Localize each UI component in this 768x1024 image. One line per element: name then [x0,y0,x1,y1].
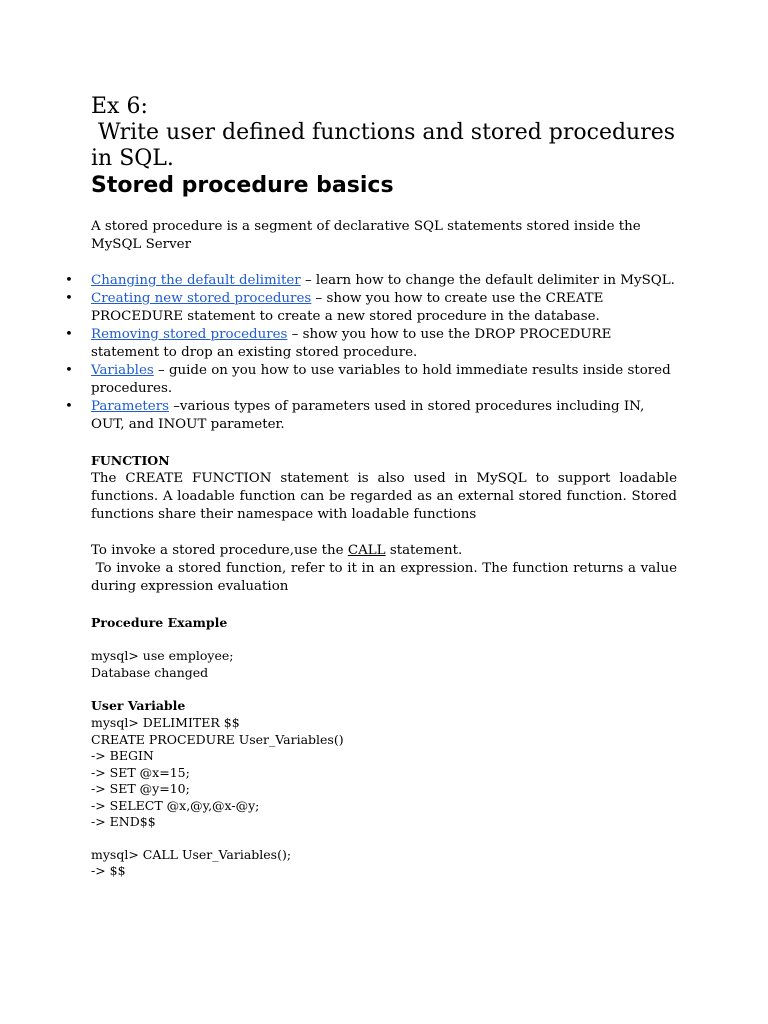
code-line: -> END$$ [91,814,156,829]
code-line: CREATE PROCEDURE User_Variables() [91,731,344,747]
code-line: mysql> DELIMITER $$ [91,715,240,730]
topics-list [65,272,677,434]
bullet-icon: • [65,327,73,342]
code-line: -> $$ [91,863,126,878]
link-parameters[interactable]: Parameters [91,399,169,414]
exercise-number: Ex 6: [91,94,148,119]
list-item-text: –various types of parameters used in stored procedures including IN, OUT, and INOUT parameter. [91,399,645,432]
list-item-text: – guide on you how to use variables to hold immediate results inside stored procedures. [91,363,671,396]
list-item-text: – show you how to create use the CREATE PROCEDURE statement to create a new stored procedure in the database. [91,291,604,324]
code-line: Database changed [91,664,209,680]
link-creating-procedures[interactable]: Creating new stored procedures [91,291,312,306]
code-line: mysql> use employee; [91,648,234,663]
spacer [91,524,677,542]
code-line: -> SET @y=10; [91,781,190,796]
bullet-icon: • [65,291,73,306]
list-item [65,272,677,290]
exercise-subtitle: Write user defined functions and stored procedures in SQL. [91,120,683,171]
list-item-text: – show you how to use the DROP PROCEDURE statement to drop an existing stored procedure. [91,327,612,360]
code-line: -> BEGIN [91,748,154,763]
spacer [91,434,677,452]
code-line: -> SET @x=15; [91,764,190,780]
invoke-procedure-paragraph: To invoke a stored procedure,use the CALL statement. [91,543,463,558]
bullet-icon: • [65,273,73,288]
spacer [91,596,677,614]
bullet-icon: • [65,363,73,378]
list-item [65,326,677,362]
code-line: -> SELECT @x,@y,@x-@y; [91,797,260,813]
bullet-icon: • [65,399,73,414]
list-item [65,398,677,434]
code-line: mysql> CALL User_Variables(); [91,846,292,862]
list-item [65,362,677,398]
link-changing-delimiter[interactable]: Changing the default delimiter [91,273,301,288]
user-variable-label: User Variable [91,698,186,713]
list-item [65,290,677,326]
link-variables[interactable]: Variables [91,363,154,378]
spacer [91,632,677,648]
procedure-example-label: Procedure Example [91,615,228,630]
function-paragraph: The CREATE FUNCTION statement is also used in MySQL to support loadable functions. A loadable function can be regarded as an external stored function. Stored functions share their namespace with loadable functions [91,471,677,522]
invoke-function-paragraph: To invoke a stored function, refer to it in an expression. The function returns a value during expression evaluation [91,561,682,594]
function-label: FUNCTION [91,453,170,468]
document-page [65,94,683,880]
intro-paragraph: A stored procedure is a segment of declarative SQL statements stored inside the MySQL Server [91,219,641,252]
section-heading: Stored procedure basics [91,173,394,198]
call-keyword: CALL [347,543,386,558]
list-item-text: – learn how to change the default delimiter in MySQL. [300,273,675,288]
spacer [91,831,677,847]
link-removing-procedures[interactable]: Removing stored procedures [91,327,288,342]
spacer [91,681,677,697]
